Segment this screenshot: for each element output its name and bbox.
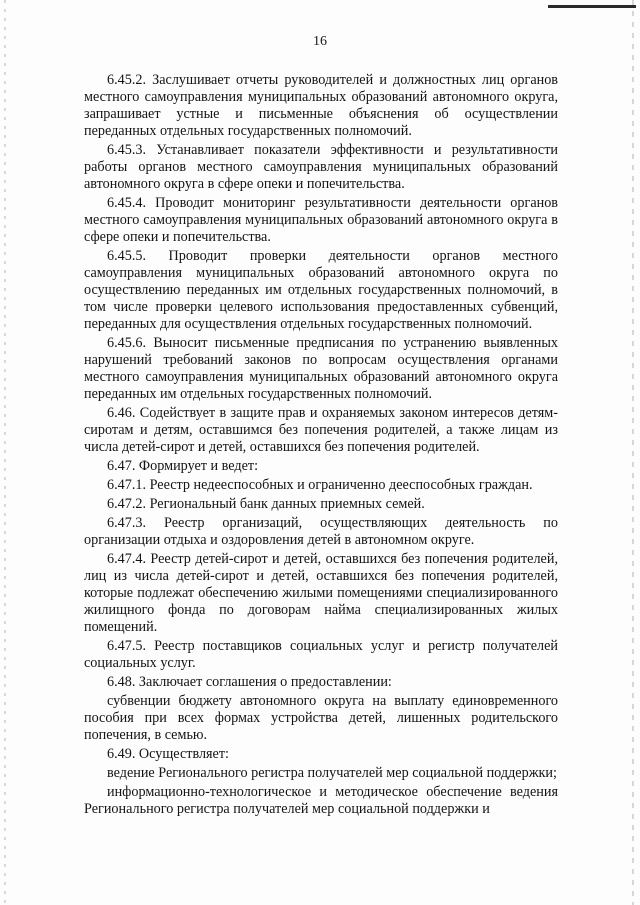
- paragraph-6-49: 6.49. Осуществляет:: [107, 746, 229, 762]
- paragraph-6-45-3: 6.45.3. Устанавливает показатели эффективности и результативности работы органов местного самоуправления муниципальных образований автономного округа в сфере опеки и попечительства.: [84, 142, 558, 192]
- paragraph-6-48: 6.48. Заключает соглашения о предоставлении:: [107, 674, 392, 690]
- paragraph-6-47-1: 6.47.1. Реестр недееспособных и ограниченно дееспособных граждан.: [107, 477, 533, 493]
- page-number: 16: [313, 34, 327, 49]
- paragraph-6-47-5: 6.47.5. Реестр поставщиков социальных услуг и регистр получателей социальных услуг.: [84, 638, 558, 671]
- scan-edge-left: [4, 0, 6, 905]
- paragraph-6-48-subvention: субвенции бюджету автономного округа на выплату единовременного пособия при всех формах устройства детей, лишенных родительского попечения, в семью.: [84, 693, 558, 743]
- scan-edge-right: [632, 0, 634, 905]
- paragraph-6-47-2: 6.47.2. Региональный банк данных приемных семей.: [107, 496, 425, 512]
- document-body: [84, 72, 558, 820]
- scan-edge-top: [548, 5, 636, 8]
- paragraph-6-49-register: ведение Регионального регистра получателей мер социальной поддержки;: [107, 765, 557, 781]
- paragraph-6-47-4: 6.47.4. Реестр детей-сирот и детей, оставшихся без попечения родителей, лиц из числа детей-сирот и детей, оставшихся без попечения родителей, которые подлежат обеспечению жилыми помещениями специализированного жилищного фонда по договорам найма специализированных жилых помещений.: [84, 551, 558, 635]
- paragraph-6-45-5: 6.45.5. Проводит проверки деятельности органов местного самоуправления муниципальных образований автономного округа по осуществлению переданных им отдельных государственных полномочий, в том числе проверки целевого использования предоставленных субвенций, переданных для осуществления отдельных государственных полномочий.: [84, 248, 558, 332]
- paragraph-6-45-6: 6.45.6. Выносит письменные предписания по устранению выявленных нарушений требований законов по вопросам осуществления органами местного самоуправления муниципальных образований автономного округа переданных им отдельных государственных полномочий.: [84, 335, 558, 402]
- paragraph-6-47: 6.47. Формирует и ведет:: [107, 458, 259, 474]
- paragraph-6-46: 6.46. Содействует в защите прав и охраняемых законом интересов детям-сиротам и детям, оставшимся без попечения родителей, а также лицам из числа детей-сирот и детей, оставшихся без попечения родителей.: [84, 405, 558, 455]
- paragraph-6-49-support: информационно-технологическое и методическое обеспечение ведения Регионального регистра получателей мер социальной поддержки и: [84, 784, 558, 817]
- paragraph-6-47-3: 6.47.3. Реестр организаций, осуществляющих деятельность по организации отдыха и оздоровления детей в автономном округе.: [84, 515, 558, 548]
- paragraph-6-45-2: 6.45.2. Заслушивает отчеты руководителей и должностных лиц органов местного самоуправления муниципальных образований автономного округа, запрашивает устные и письменные объяснения об осуществлении переданных отдельных государственных полномочий.: [84, 72, 558, 139]
- paragraph-6-45-4: 6.45.4. Проводит мониторинг результативности деятельности органов местного самоуправления муниципальных образований автономного округа в сфере опеки и попечительства.: [84, 195, 558, 245]
